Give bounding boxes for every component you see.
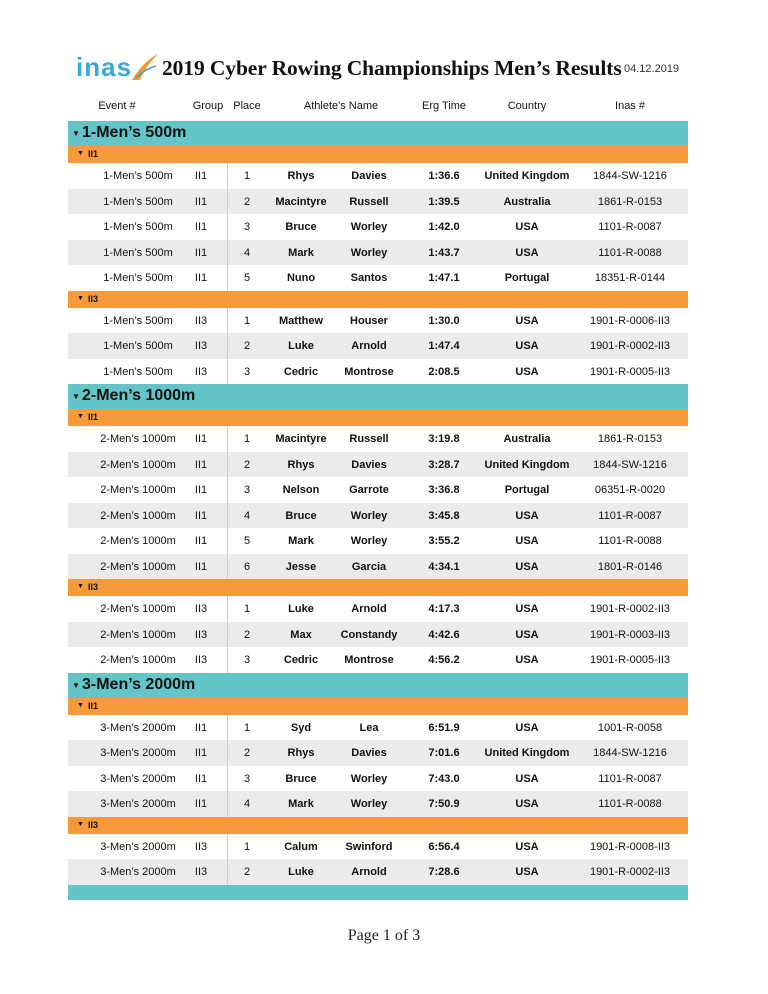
cell-last-name: Arnold — [351, 866, 387, 878]
cell-event: 3-Men’s 2000m — [100, 840, 176, 853]
cell-event: 3-Men’s 2000m — [100, 798, 176, 810]
cell-erg-time: 7:01.6 — [428, 747, 460, 759]
collapse-triangle-icon[interactable]: ▼ — [77, 294, 84, 302]
cell-group: II3 — [194, 340, 208, 352]
cell-place: 2 — [243, 747, 251, 759]
col-header-country: Country — [507, 100, 547, 112]
cell-inas-number: 1901-R-0002-II3 — [589, 603, 671, 615]
cell-first-name: Luke — [288, 866, 314, 878]
cell-country: USA — [515, 365, 539, 378]
cell-place: 1 — [243, 603, 251, 615]
col-header-event: Event # — [98, 100, 136, 112]
cell-country: USA — [515, 221, 539, 233]
cell-inas-number: 1901-R-0002-II3 — [589, 866, 671, 878]
cell-country: USA — [515, 535, 539, 547]
collapse-triangle-icon[interactable]: ▼ — [72, 392, 80, 401]
cell-event: 3-Men’s 2000m — [100, 721, 176, 734]
cell-event: 1-Men’s 500m — [103, 221, 173, 233]
cell-erg-time: 1:42.0 — [428, 221, 460, 233]
cell-first-name: Mark — [288, 798, 314, 810]
table-row — [68, 528, 688, 554]
event-label: 3-Men’s 2000m — [82, 675, 196, 693]
group-section-header[interactable] — [68, 698, 688, 715]
event-label: 2-Men’s 1000m — [82, 387, 196, 404]
cell-inas-number: 1101-R-0088 — [598, 246, 662, 259]
cell-event: 2-Men’s 1000m — [100, 603, 176, 615]
cell-event: 2-Men’s 1000m — [100, 535, 176, 547]
table-row — [68, 740, 688, 766]
cell-erg-time: 4:17.3 — [428, 603, 460, 615]
cell-country: USA — [515, 509, 539, 522]
cell-group: II3 — [194, 654, 208, 666]
cell-country: USA — [515, 798, 539, 810]
cell-inas-number: 1001-R-0058 — [597, 721, 663, 734]
cell-country: USA — [515, 840, 539, 853]
group-label: II1 — [88, 700, 99, 711]
cell-group: II1 — [194, 484, 208, 496]
cell-place: 1 — [243, 170, 251, 182]
table-row — [68, 308, 688, 334]
cell-place: 2 — [243, 458, 251, 471]
cell-inas-number: 1101-R-0087 — [598, 221, 662, 233]
inas-logo — [76, 52, 160, 82]
table-row — [68, 791, 688, 817]
cell-erg-time: 1:30.0 — [428, 314, 460, 327]
table-row — [68, 426, 688, 452]
cell-last-name: Arnold — [351, 603, 387, 615]
cell-first-name: Mark — [288, 246, 314, 259]
cell-place: 3 — [243, 654, 251, 666]
page-number: Page 1 of 3 — [347, 927, 421, 944]
cell-last-name: Arnold — [351, 340, 387, 352]
cell-last-name: Davies — [351, 170, 387, 182]
cell-first-name: Macintyre — [275, 195, 327, 208]
cell-last-name: Worley — [350, 246, 388, 259]
cell-country: Portugal — [504, 272, 550, 284]
cell-country: United Kingdom — [484, 747, 570, 759]
cell-event: 1-Men’s 500m — [103, 195, 173, 208]
cell-first-name: Rhys — [287, 458, 315, 471]
cell-country: USA — [515, 560, 539, 573]
cell-first-name: Matthew — [279, 314, 323, 327]
table-row — [68, 503, 688, 529]
cell-erg-time: 1:47.1 — [428, 272, 460, 284]
cell-group: II1 — [194, 433, 208, 445]
cell-event: 2-Men’s 1000m — [100, 654, 176, 666]
cell-event: 2-Men’s 1000m — [100, 458, 176, 471]
cell-group: II1 — [194, 721, 208, 734]
cell-last-name: Lea — [359, 721, 379, 734]
cell-place: 2 — [243, 628, 251, 641]
cell-event: 1-Men’s 500m — [103, 272, 173, 284]
cell-erg-time: 7:43.0 — [428, 772, 460, 785]
cell-last-name: Santos — [350, 272, 388, 284]
cell-country: USA — [515, 340, 539, 352]
table-row — [68, 163, 688, 189]
cell-inas-number: 1101-R-0088 — [598, 535, 662, 547]
cell-last-name: Davies — [351, 747, 387, 759]
table-row — [68, 333, 688, 359]
cell-erg-time: 1:47.4 — [428, 340, 460, 352]
cell-erg-time: 1:39.5 — [428, 195, 460, 208]
cell-country: USA — [515, 628, 539, 641]
table-row — [68, 647, 688, 673]
cell-event: 1-Men’s 500m — [103, 314, 173, 327]
cell-group: II1 — [194, 560, 208, 573]
cell-inas-number: 1101-R-0087 — [598, 509, 662, 522]
event-label: 1-Men’s 500m — [82, 124, 187, 141]
cell-first-name: Rhys — [287, 170, 315, 182]
cell-inas-number: 1844-SW-1216 — [593, 458, 667, 471]
cell-erg-time: 2:08.5 — [428, 365, 460, 378]
cell-first-name: Bruce — [285, 221, 317, 233]
table-end-bar — [68, 885, 688, 900]
cell-group: II1 — [194, 246, 208, 259]
cell-group: II1 — [194, 458, 208, 471]
group-label: II1 — [88, 149, 99, 159]
cell-place: 1 — [243, 433, 251, 445]
cell-first-name: Jesse — [285, 560, 317, 573]
cell-first-name: Cedric — [283, 654, 319, 666]
table-row — [68, 214, 688, 240]
cell-inas-number: 1901-R-0005-II3 — [589, 365, 671, 378]
event-section-header[interactable] — [68, 673, 688, 698]
table-row — [68, 265, 688, 291]
collapse-triangle-icon[interactable]: ▼ — [72, 129, 80, 138]
group-label: II3 — [88, 293, 99, 304]
table-row — [68, 596, 688, 622]
cell-country: Portugal — [504, 484, 550, 496]
cell-country: Australia — [503, 195, 551, 208]
results-table — [68, 121, 688, 900]
table-row — [68, 477, 688, 503]
cell-last-name: Swinford — [345, 840, 393, 853]
cell-event: 3-Men’s 2000m — [100, 772, 176, 785]
cell-last-name: Russell — [349, 433, 389, 445]
cell-event: 1-Men’s 500m — [103, 365, 173, 378]
cell-first-name: Luke — [288, 603, 314, 615]
cell-place: 6 — [243, 560, 251, 573]
cell-group: II1 — [194, 747, 208, 759]
table-row — [68, 715, 688, 741]
cell-group: II3 — [194, 314, 208, 327]
cell-first-name: Nuno — [286, 272, 316, 284]
cell-erg-time: 4:34.1 — [428, 560, 460, 573]
collapse-triangle-icon[interactable]: ▼ — [77, 583, 84, 590]
col-header-athlete: Athlete's Name — [303, 100, 379, 112]
cell-last-name: Garrote — [349, 484, 389, 496]
cell-country: USA — [515, 772, 539, 785]
cell-last-name: Montrose — [344, 365, 394, 378]
cell-inas-number: 1901-R-0002-II3 — [589, 340, 671, 352]
cell-erg-time: 3:19.8 — [428, 433, 460, 445]
cell-last-name: Davies — [351, 458, 387, 471]
cell-last-name: Worley — [350, 772, 388, 785]
cell-erg-time: 4:42.6 — [428, 628, 460, 641]
table-row — [68, 622, 688, 648]
cell-country: USA — [515, 246, 539, 259]
cell-erg-time: 3:28.7 — [428, 458, 460, 471]
cell-last-name: Montrose — [344, 654, 394, 666]
cell-country: USA — [515, 866, 539, 878]
cell-group: II1 — [194, 772, 208, 785]
cell-first-name: Mark — [288, 535, 314, 547]
report-date: 04.12.2019 — [624, 63, 680, 75]
cell-country: Australia — [503, 433, 551, 445]
cell-event: 2-Men’s 1000m — [100, 484, 176, 496]
collapse-triangle-icon[interactable]: ▼ — [72, 680, 80, 690]
cell-place: 2 — [243, 195, 251, 208]
cell-inas-number: 1844-SW-1216 — [593, 170, 667, 182]
cell-first-name: Macintyre — [275, 433, 327, 445]
cell-group: II1 — [194, 170, 208, 182]
cell-inas-number: 1901-R-0005-II3 — [589, 654, 671, 666]
cell-group: II1 — [194, 509, 208, 522]
cell-place: 3 — [243, 365, 251, 378]
cell-first-name: Syd — [290, 721, 312, 734]
cell-place: 4 — [243, 798, 251, 810]
cell-last-name: Garcia — [351, 560, 387, 573]
col-header-erg-time: Erg Time — [421, 100, 467, 112]
cell-group: II3 — [194, 866, 208, 878]
cell-group: II3 — [194, 603, 208, 615]
cell-group: II3 — [194, 628, 208, 641]
cell-event: 1-Men’s 500m — [103, 246, 173, 259]
table-row — [68, 554, 688, 580]
cell-first-name: Bruce — [285, 509, 317, 522]
cell-place: 2 — [243, 340, 251, 352]
cell-last-name: Constandy — [340, 628, 398, 641]
cell-last-name: Worley — [350, 509, 388, 522]
table-row — [68, 766, 688, 792]
cell-erg-time: 3:36.8 — [428, 484, 460, 496]
cell-group: II3 — [194, 365, 208, 378]
cell-first-name: Max — [290, 628, 312, 641]
cell-event: 2-Men’s 1000m — [100, 433, 176, 445]
cell-country: USA — [515, 314, 539, 327]
cell-inas-number: 1901-R-0003-II3 — [589, 628, 671, 641]
table-row — [68, 859, 688, 885]
cell-last-name: Worley — [350, 221, 388, 233]
cell-first-name: Rhys — [287, 747, 315, 759]
cell-event: 2-Men’s 1000m — [100, 628, 176, 641]
cell-last-name: Worley — [350, 798, 388, 810]
cell-inas-number: 1861-R-0153 — [597, 433, 663, 445]
group-label: II1 — [88, 412, 99, 422]
cell-erg-time: 7:28.6 — [428, 866, 460, 878]
cell-event: 2-Men’s 1000m — [100, 560, 176, 573]
group-section-header[interactable] — [68, 579, 688, 596]
cell-group: II1 — [194, 798, 208, 810]
col-header-inas: Inas # — [615, 100, 645, 112]
collapse-triangle-icon[interactable]: ▼ — [77, 150, 84, 157]
cell-place: 3 — [243, 484, 251, 496]
cell-group: II1 — [194, 272, 208, 284]
cell-country: USA — [515, 603, 539, 615]
cell-inas-number: 1101-R-0088 — [598, 798, 662, 810]
cell-place: 5 — [243, 535, 251, 547]
cell-place: 1 — [243, 314, 251, 327]
cell-last-name: Russell — [349, 195, 389, 208]
cell-place: 3 — [243, 772, 251, 785]
table-row — [68, 189, 688, 215]
svg-text:inas: inas — [76, 52, 133, 82]
group-label: II3 — [88, 582, 99, 592]
col-header-place: Place — [233, 100, 261, 112]
cell-last-name: Houser — [350, 314, 388, 327]
group-section-header[interactable] — [68, 291, 688, 308]
cell-inas-number: 1861-R-0153 — [597, 195, 663, 208]
table-row — [68, 240, 688, 266]
cell-erg-time: 3:55.2 — [428, 535, 460, 547]
cell-place: 4 — [243, 246, 251, 259]
cell-inas-number: 1801-R-0146 — [597, 560, 663, 573]
collapse-triangle-icon[interactable]: ▼ — [77, 820, 84, 828]
cell-erg-time: 3:45.8 — [428, 509, 460, 522]
cell-country: United Kingdom — [484, 458, 570, 471]
page-title: 2019 Cyber Rowing Championships Men’s Results — [162, 56, 622, 80]
cell-inas-number: 1101-R-0087 — [598, 772, 662, 785]
cell-country: USA — [515, 654, 539, 666]
col-header-group: Group — [192, 100, 224, 112]
cell-last-name: Worley — [350, 535, 388, 547]
cell-country: United Kingdom — [484, 170, 570, 182]
collapse-triangle-icon[interactable]: ▼ — [77, 413, 84, 420]
cell-inas-number: 1901-R-0008-II3 — [589, 840, 671, 853]
cell-inas-number: 1844-SW-1216 — [593, 747, 667, 759]
table-row — [68, 452, 688, 478]
cell-erg-time: 1:36.6 — [428, 170, 460, 182]
cell-place: 4 — [243, 509, 251, 522]
cell-place: 1 — [243, 721, 251, 734]
group-section-header[interactable] — [68, 409, 688, 426]
cell-group: II3 — [194, 840, 208, 853]
collapse-triangle-icon[interactable]: ▼ — [77, 701, 84, 709]
cell-event: 1-Men’s 500m — [103, 340, 173, 352]
cell-first-name: Luke — [288, 340, 314, 352]
cell-inas-number: 1901-R-0006-II3 — [589, 314, 671, 327]
cell-inas-number: 06351-R-0020 — [594, 484, 666, 496]
cell-place: 1 — [243, 840, 251, 853]
cell-first-name: Bruce — [285, 772, 317, 785]
cell-erg-time: 1:43.7 — [428, 246, 460, 259]
group-label: II3 — [88, 819, 99, 830]
cell-place: 5 — [243, 272, 251, 284]
event-section-header[interactable] — [68, 121, 688, 146]
cell-first-name: Calum — [284, 840, 318, 853]
cell-group: II1 — [194, 221, 208, 233]
cell-event: 1-Men’s 500m — [103, 170, 173, 182]
cell-erg-time: 7:50.9 — [428, 798, 460, 810]
group-section-header[interactable] — [68, 146, 688, 163]
cell-first-name: Nelson — [282, 484, 320, 496]
cell-erg-time: 6:56.4 — [428, 840, 460, 853]
event-section-header[interactable] — [68, 384, 688, 409]
cell-group: II1 — [194, 195, 208, 208]
cell-event: 3-Men’s 2000m — [100, 866, 176, 878]
cell-erg-time: 4:56.2 — [428, 654, 460, 666]
page-header — [0, 0, 768, 100]
cell-event: 3-Men’s 2000m — [100, 747, 176, 759]
cell-place: 2 — [243, 866, 251, 878]
table-row — [68, 359, 688, 385]
cell-erg-time: 6:51.9 — [428, 721, 460, 734]
cell-country: USA — [515, 721, 539, 734]
group-section-header[interactable] — [68, 817, 688, 834]
table-row — [68, 834, 688, 860]
cell-inas-number: 18351-R-0144 — [594, 272, 666, 284]
cell-group: II1 — [194, 535, 208, 547]
cell-first-name: Cedric — [283, 365, 319, 378]
cell-event: 2-Men’s 1000m — [100, 509, 176, 522]
cell-place: 3 — [243, 221, 251, 233]
